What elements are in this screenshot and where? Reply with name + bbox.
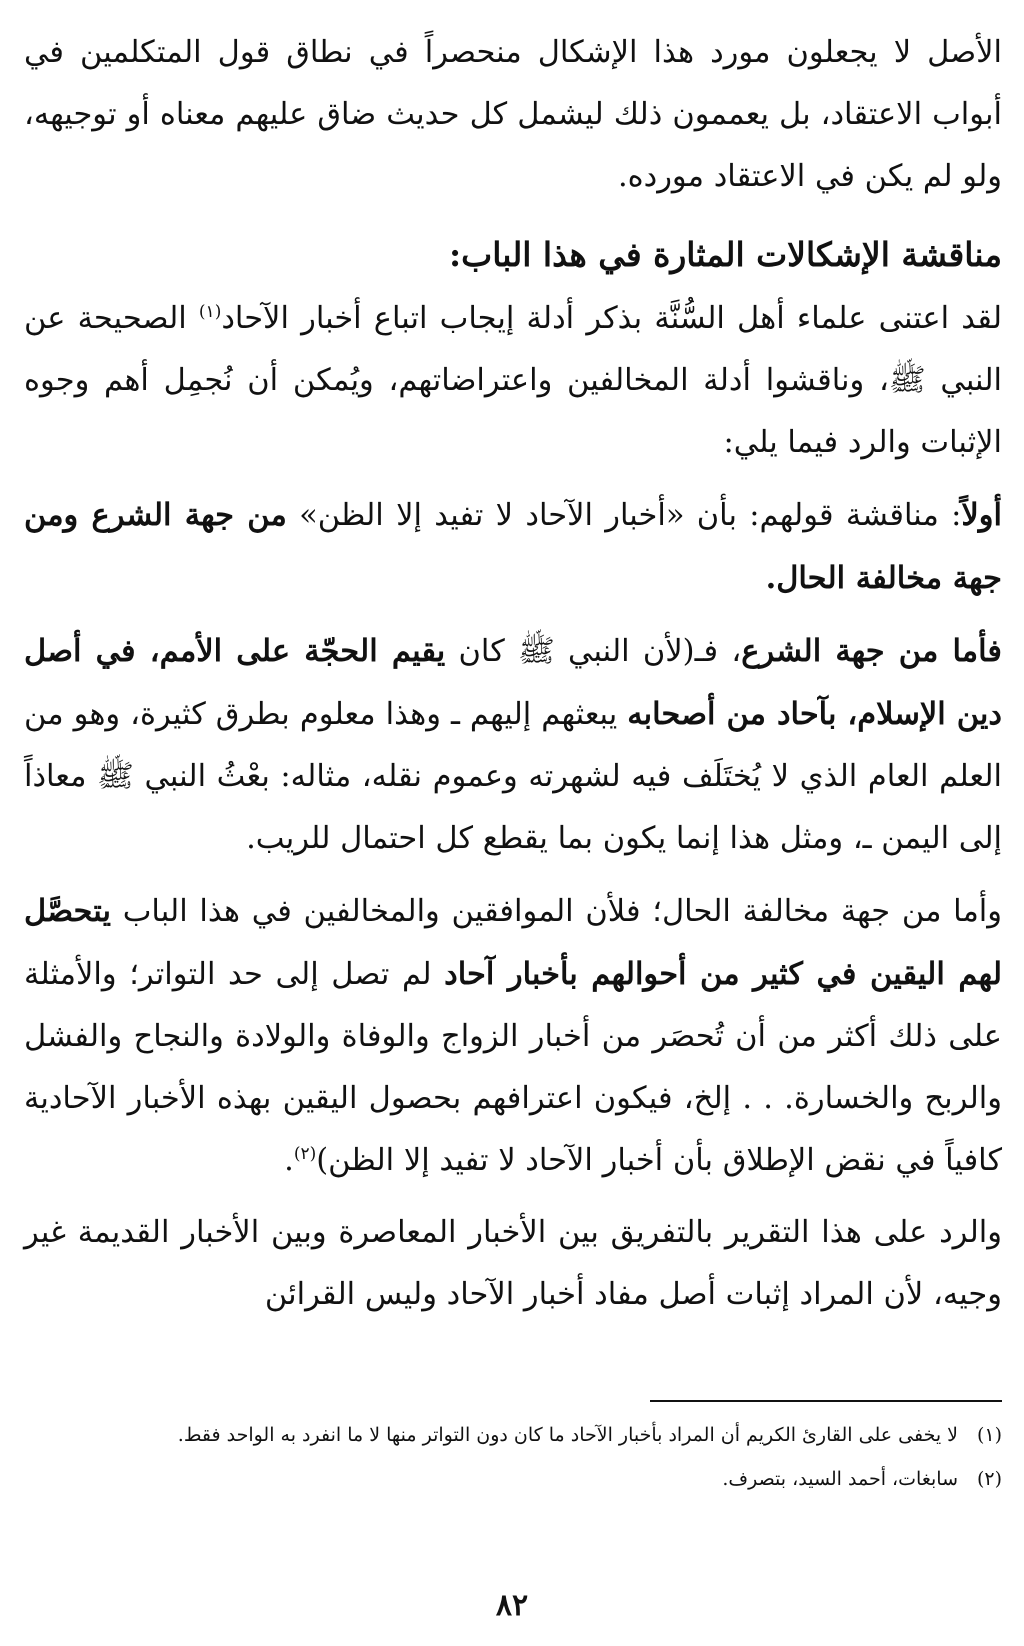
situation-aspect-end: . bbox=[284, 1143, 294, 1178]
sharia-aspect-text-2: يبعثهم إليهم ـ وهذا معلوم بطرق كثيرة، وهو من العلم العام الذي لا يُختَلَف فيه لشهرته وعموم نقله، مثاله: بعْثُ النبي ﷺ معاذاً إلى اليمن ـ، ومثل هذا إنما يكون بما يقطع كل احتمال للريب. bbox=[24, 697, 1002, 856]
sharia-aspect-label: فأما من جهة الشرع bbox=[741, 633, 1003, 669]
sharia-aspect-emphasis: يقيم الحجّة على الأمم، في أصل دين الإسلام، بآحاد من أصحابه bbox=[24, 633, 1003, 732]
footnote-text: سابغات، أحمد السيد، بتصرف. bbox=[722, 1468, 958, 1490]
paragraph-intro: الأصل لا يجعلون مورد هذا الإشكال منحصراً في نطاق قول المتكلمين في أبواب الاعتقاد، بل يعممون ذلك ليشمل كل حديث ضاق عليهم معناه أو توجيهه، ولو لم يكن في الاعتقاد مورده. bbox=[24, 35, 1002, 194]
sharia-aspect-text-1: ، فـ(لأن النبي ﷺ كان bbox=[445, 634, 742, 669]
situation-aspect-emphasis: يتحصَّل لهم اليقين في كثير من أحوالهم بأخبار آحاد bbox=[24, 893, 1002, 992]
footnotes-section bbox=[24, 1400, 1002, 1504]
footnote-ref-1[interactable]: (١) bbox=[198, 301, 222, 322]
footnote-ref-2[interactable]: (٢) bbox=[293, 1143, 317, 1164]
footnote-divider bbox=[650, 1400, 1002, 1402]
paragraph-scholars bbox=[24, 288, 1002, 474]
paragraph-first-point bbox=[24, 484, 1002, 610]
main-text bbox=[24, 22, 1002, 1326]
footnote-item bbox=[24, 1416, 1002, 1454]
paragraph-situation-aspect bbox=[24, 880, 1002, 1192]
section-heading: مناقشة الإشكالات المثارة في هذا الباب: bbox=[448, 235, 1002, 274]
paragraph-scholars-text-1: لقد اعتنى علماء أهل السُّنَّة بذكر أدلة إيجاب اتباع أخبار الآحاد bbox=[221, 301, 1002, 336]
footnote-number: (٢) bbox=[976, 1468, 1002, 1490]
first-point-text: : مناقشة قولهم: بأن «أخبار الآحاد لا تفيد إلا الظن» bbox=[286, 498, 962, 533]
paragraph-scholars-text-2: الصحيحة عن النبي ﷺ، وناقشوا أدلة المخالفين واعتراضاتهم، ويُمكن أن نُجمِل أهم وجوه الإثبات والرد فيما يلي: bbox=[24, 301, 1002, 460]
first-point-emphasis: من جهة الشرع ومن جهة مخالفة الحال. bbox=[24, 497, 1002, 596]
paragraph-sharia-aspect bbox=[24, 620, 1002, 870]
footnote-item bbox=[24, 1460, 1002, 1498]
situation-aspect-text-2: لم تصل إلى حد التواتر؛ والأمثلة على ذلك أكثر من أن تُحصَر من أخبار الزواج والوفاة والولادة والنجاح والفشل والربح والخسارة. . . إلخ، فيكون اعترافهم بحصول اليقين بهذه الأخبار الآحادية كافياً في نقض الإطلاق بأن أخبار الآحاد لا تفيد إلا الظن) bbox=[24, 957, 1002, 1178]
first-point-label: أولاً bbox=[961, 497, 1003, 533]
footnote-text: لا يخفى على القارئ الكريم أن المراد بأخبار الآحاد ما كان دون التواتر منها لا ما انفرد به الواحد فقط. bbox=[177, 1424, 958, 1446]
page-number: ٨٢ bbox=[495, 1588, 529, 1623]
footnote-number: (١) bbox=[976, 1424, 1002, 1446]
paragraph-rebuttal: والرد على هذا التقرير بالتفريق بين الأخبار المعاصرة وبين الأخبار القديمة غير وجيه، لأن المراد إثبات أصل مفاد أخبار الآحاد وليس القرائن bbox=[24, 1215, 1002, 1312]
situation-aspect-text-1: وأما من جهة مخالفة الحال؛ فلأن الموافقين والمخالفين في هذا الباب bbox=[110, 894, 1002, 929]
